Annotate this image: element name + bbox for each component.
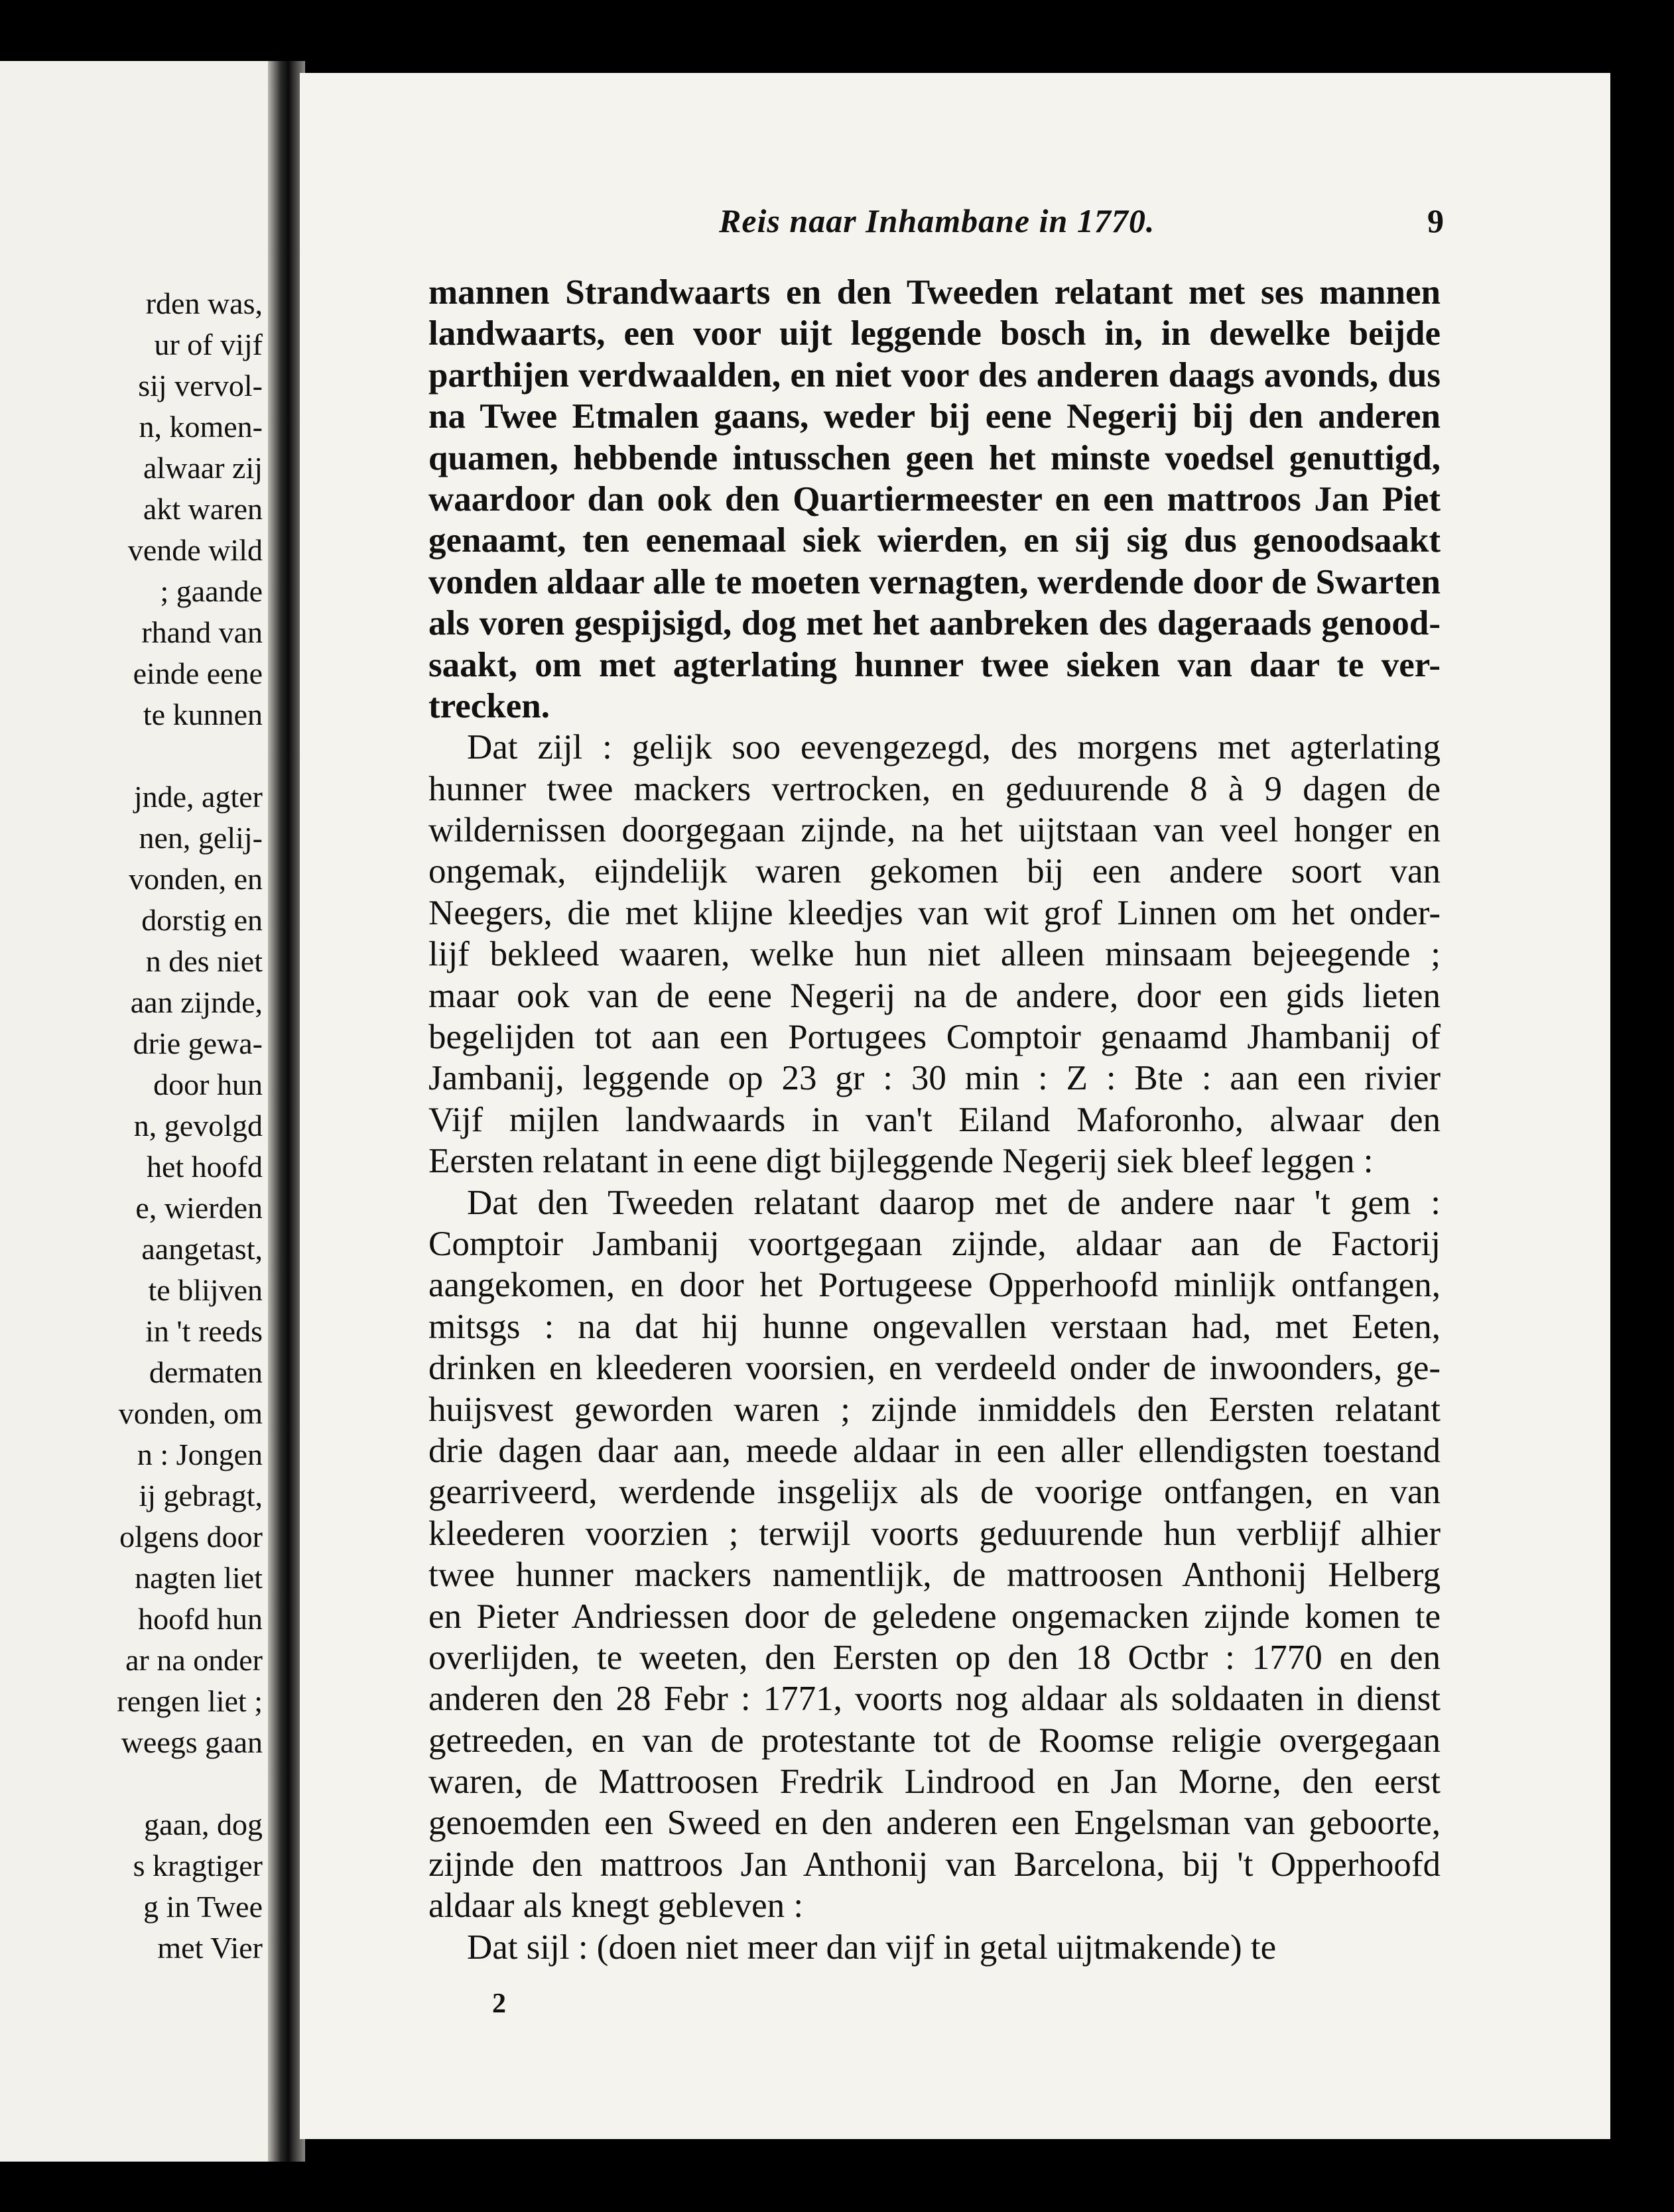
text-line: huijsvest geworden waren ; zijnde inmiddels den Eersten relatant bbox=[428, 1390, 1441, 1429]
left-page-line: ; gaande bbox=[160, 574, 263, 608]
left-page-fragment bbox=[0, 61, 271, 2162]
left-page-line: dorstig en bbox=[141, 903, 263, 937]
text-line: maar ook van de eene Negerij na de andere, door een gids lieten bbox=[428, 976, 1441, 1015]
text-line: kleederen voorzien ; terwijl voorts geduurende hun verblijf alhier bbox=[428, 1514, 1441, 1553]
body-text bbox=[428, 272, 1441, 1968]
left-page-line: vonden, en bbox=[129, 862, 263, 896]
left-page-line: nagten liet bbox=[135, 1561, 263, 1595]
page-number: 9 bbox=[1427, 202, 1444, 239]
text-line: trecken. bbox=[428, 686, 550, 725]
text-line: Neegers, die met klijne kleedjes van wit grof Linnen om het onder- bbox=[428, 893, 1441, 932]
text-line: als voren gespijsigd, dog met het aanbreken des dageraads genood- bbox=[428, 604, 1441, 643]
left-page-line: sij vervol- bbox=[138, 369, 263, 402]
left-page-line: olgens door bbox=[119, 1520, 263, 1554]
left-page-line: het hoofd bbox=[146, 1150, 263, 1184]
left-page-line: in 't reeds bbox=[145, 1314, 263, 1348]
left-page-line: hoofd hun bbox=[138, 1602, 263, 1636]
text-line: overlijden, te weeten, den Eersten op den 18 Octbr : 1770 en den bbox=[428, 1638, 1441, 1677]
text-line: genaamt, ten eenemaal siek wierden, en sij sig dus genoodsaakt bbox=[428, 521, 1441, 560]
left-page-line: g in Twee bbox=[143, 1890, 263, 1924]
text-line: Comptoir Jambanij voortgegaan zijnde, aldaar aan de Factorij bbox=[428, 1224, 1441, 1263]
left-page-line: e, wierden bbox=[135, 1191, 263, 1225]
text-line: getreeden, en van de protestante tot de Roomse religie overgegaan bbox=[428, 1721, 1441, 1760]
text-line: waren, de Mattroosen Fredrik Lindrood en Jan Morne, den eerst bbox=[428, 1762, 1441, 1802]
text-line: zijnde den mattroos Jan Anthonij van Barcelona, bij 't Opperhoofd bbox=[428, 1845, 1441, 1884]
text-line: parthijen verdwaalden, en niet voor des anderen daags avonds, dus bbox=[428, 355, 1441, 395]
text-line: Dat den Tweeden relatant daarop met de andere naar 't gem : bbox=[467, 1183, 1441, 1222]
left-page-line: n : Jongen bbox=[137, 1438, 263, 1471]
left-page-line: met Vier bbox=[157, 1931, 263, 1965]
text-line: mitsgs : na dat hij hunne ongevallen verstaan had, met Eeten, bbox=[428, 1307, 1441, 1346]
left-page-line: drie gewa- bbox=[133, 1026, 263, 1060]
left-page-line: ij gebragt, bbox=[139, 1479, 263, 1512]
signature-mark: 2 bbox=[492, 1989, 506, 2019]
text-line: aldaar als knegt gebleven : bbox=[428, 1886, 804, 1926]
left-page-line: aan zijnde, bbox=[130, 985, 263, 1019]
left-page-line: rhand van bbox=[141, 615, 263, 649]
left-page-line: akt waren bbox=[143, 492, 263, 526]
left-page-line: einde eene bbox=[133, 656, 263, 690]
text-line: drie dagen daar aan, meede aldaar in een aller ellendigsten toestand bbox=[428, 1431, 1441, 1470]
left-page-line: vende wild bbox=[127, 533, 263, 567]
text-line: na Twee Etmalen gaans, weder bij eene Negerij bij den anderen bbox=[428, 397, 1441, 436]
text-line: lijf bekleed waaren, welke hun niet alleen minsaam bejeegende ; bbox=[428, 935, 1441, 974]
text-line: en Pieter Andriessen door de geledene ongemacken zijnde komen te bbox=[428, 1597, 1441, 1636]
text-line: begelijden tot aan een Portugees Comptoir genaamd Jhambanij of bbox=[428, 1018, 1441, 1057]
text-line: drinken en kleederen voorsien, en verdeeld onder de inwoonders, ge- bbox=[428, 1349, 1441, 1388]
text-line: anderen den 28 Febr : 1771, voorts nog aldaar als soldaaten in dienst bbox=[428, 1680, 1441, 1719]
left-page-line: n des niet bbox=[145, 944, 263, 978]
text-line: gearriveerd, werdende insgelijx als de voorige ontfangen, en van bbox=[428, 1473, 1441, 1512]
right-page bbox=[300, 73, 1610, 2139]
left-page-line: n, komen- bbox=[139, 410, 263, 444]
text-line: aangekomen, en door het Portugeese Opperhoofd minlijk ontfangen, bbox=[428, 1266, 1441, 1305]
text-line: landwaarts, een voor uijt leggende bosch in, in dewelke beijde bbox=[428, 314, 1441, 353]
left-page-line: weegs gaan bbox=[121, 1725, 263, 1759]
left-page-line: ar na onder bbox=[125, 1643, 263, 1677]
text-line: Jambanij, leggende op 23 gr : 30 min : Z : Bte : aan een rivier bbox=[428, 1059, 1441, 1098]
text-line: waardoor dan ook den Quartiermeester en een mattroos Jan Piet bbox=[428, 479, 1441, 519]
text-line: genoemden een Sweed en den anderen een Engelsman van geboorte, bbox=[428, 1804, 1441, 1843]
left-page-line: door hun bbox=[153, 1068, 263, 1101]
text-line: Dat sijl : (doen niet meer dan vijf in getal uijtmakende) te bbox=[467, 1928, 1277, 1967]
text-line: Vijf mijlen landwaards in van't Eiland Maforonho, alwaar den bbox=[428, 1100, 1441, 1139]
text-line: mannen Strandwaarts en den Tweeden relatant met ses mannen bbox=[428, 273, 1441, 312]
left-page-line: s kragtiger bbox=[133, 1849, 263, 1882]
text-line: ongemak, eijndelijk waren gekomen bij een andere soort van bbox=[428, 852, 1441, 891]
text-line: Eersten relatant in eene digt bijleggende Negerij siek bleef leggen : bbox=[428, 1142, 1374, 1181]
left-page-line: rden was, bbox=[145, 286, 263, 320]
left-page-line: aangetast, bbox=[141, 1232, 263, 1266]
text-line: wildernissen doorgegaan zijnde, na het uijtstaan van veel honger en bbox=[428, 811, 1441, 850]
left-page-line: nen, gelij- bbox=[139, 821, 263, 855]
text-line: twee hunner mackers namentlijk, de mattroosen Anthonij Helberg bbox=[428, 1556, 1441, 1595]
text-line: hunner twee mackers vertrocken, en geduurende 8 à 9 dagen de bbox=[428, 769, 1441, 808]
text-line: vonden aldaar alle te moeten vernagten, werdende door de Swarten bbox=[428, 562, 1441, 601]
text-line: quamen, hebbende intusschen geen het minste voedsel genuttigd, bbox=[428, 438, 1441, 477]
left-page-line: ur of vijf bbox=[154, 328, 263, 361]
left-page-line: alwaar zij bbox=[143, 451, 263, 485]
left-page-line: jnde, agter bbox=[133, 780, 263, 814]
text-line: Dat zijl : gelijk soo eevengezegd, des morgens met agterlating bbox=[467, 728, 1441, 767]
text-line: saakt, om met agterlating hunner twee sieken van daar te ver- bbox=[428, 645, 1441, 684]
left-page-line: vonden, om bbox=[118, 1396, 263, 1430]
left-page-line: te kunnen bbox=[143, 698, 263, 731]
left-page-line: n, gevolgd bbox=[133, 1109, 263, 1142]
left-page-line: dermaten bbox=[149, 1355, 263, 1389]
left-page-line: rengen liet ; bbox=[117, 1684, 263, 1718]
left-page-line: gaan, dog bbox=[144, 1808, 263, 1841]
left-page-line: te blijven bbox=[148, 1273, 263, 1307]
running-head: Reis naar Inhambane in 1770. bbox=[719, 202, 1155, 239]
